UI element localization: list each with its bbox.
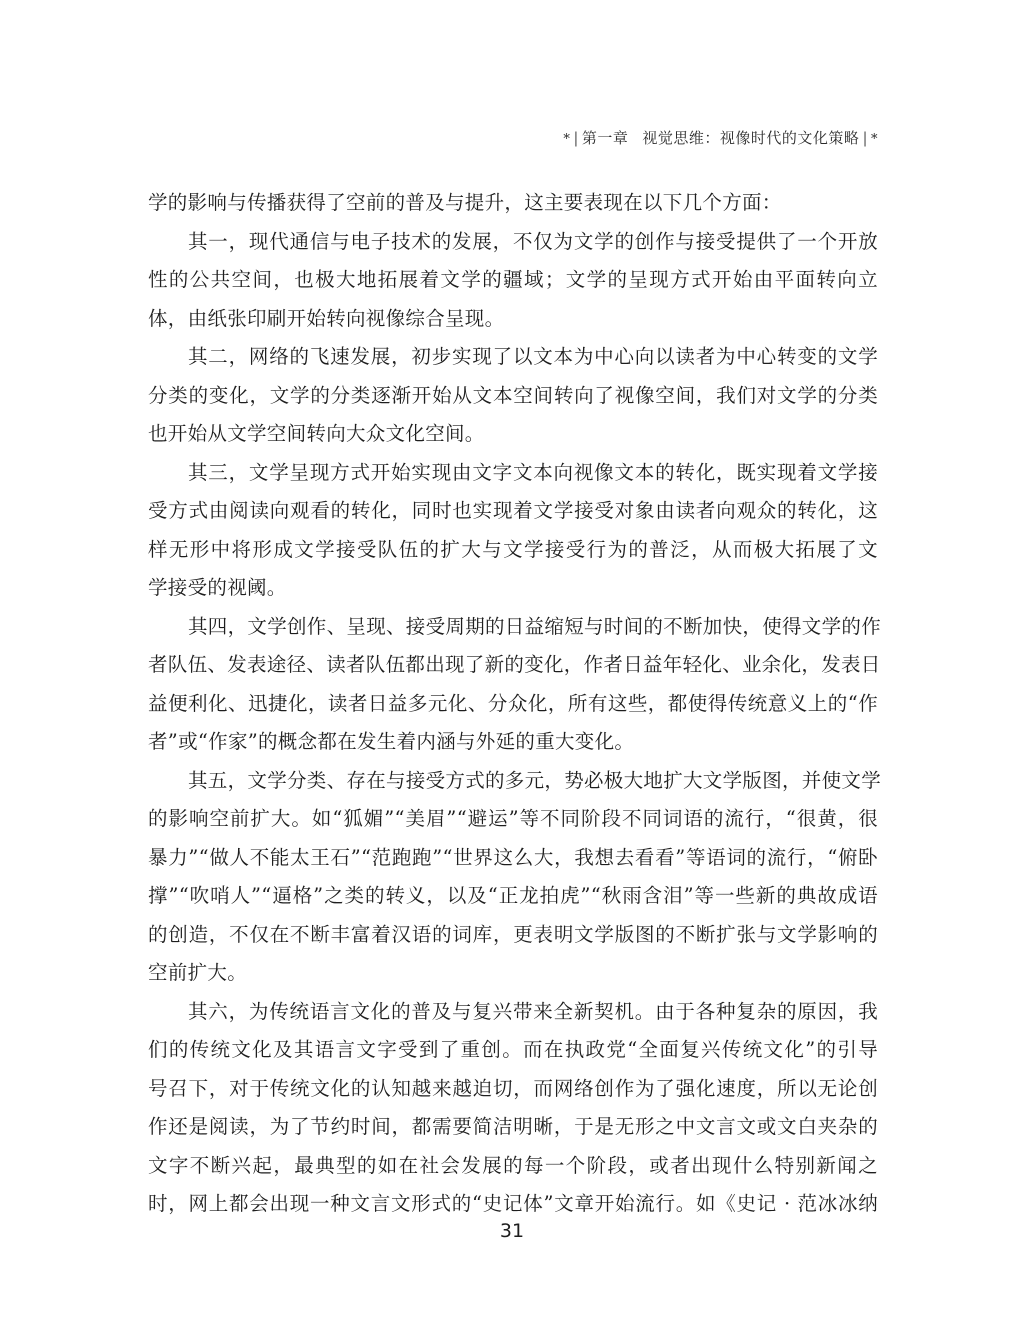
text-line: 文字不断兴起，最典型的如在社会发展的每一个阶段，或者出现什么特别新闻之 (148, 1153, 878, 1177)
text-line: 的创造，不仅在不断丰富着汉语的词库，更表明文学版图的不断扩张与文学影响的 (148, 922, 878, 946)
text-line: 受方式由阅读向观看的转化，同时也实现着文学接受对象由读者向观众的转化，这 (148, 499, 878, 522)
text-line: 其四，文学创作、呈现、接受周期的日益缩短与时间的不断加快，使得文学的作 (188, 614, 882, 638)
header-star-right: * (871, 132, 878, 147)
text-line: 者队伍、发表途径、读者队伍都出现了新的变化，作者日益年轻化、业余化，发表日 (148, 653, 881, 676)
text-line: 性的公共空间，也极大地拓展着文学的疆域；文学的呈现方式开始由平面转向立 (148, 268, 878, 291)
text-line: 其一，现代通信与电子技术的发展，不仅为文学的创作与接受提供了一个开放 (188, 229, 878, 253)
text-line: 空前扩大。 (148, 961, 248, 984)
text-line: 其二，网络的飞速发展，初步实现了以文本为中心向以读者为中心转变的文学 (188, 345, 878, 368)
text-line: 号召下，对于传统文化的认知越来越迫切，而网络创作为了强化速度，所以无论创 (148, 1076, 878, 1100)
text-line: 其五，文学分类、存在与接受方式的多元，势必极大地扩大文学版图，并使文学 (188, 768, 882, 792)
text-line: 作还是阅读，为了节约时间，都需要简洁明晰，于是无形之中文言文或文白夹杂的 (148, 1115, 878, 1138)
page-number: 31 (499, 1220, 525, 1242)
text-line: 分类的变化，文学的分类逐渐开始从文本空间转向了视像空间，我们对文学的分类 (148, 383, 878, 407)
text-line: 也开始从文学空间转向大众文化空间。 (148, 422, 485, 445)
text-line: 益便利化、迅捷化，读者日益多元化、分众化，所有这些，都使得传统意义上的“作 (148, 691, 878, 715)
text-line: 样无形中将形成文学接受队伍的扩大与文学接受行为的普泛，从而极大拓展了文 (148, 537, 878, 561)
text-line: 学的影响与传播获得了空前的普及与提升，这主要表现在以下几个方面： (148, 191, 782, 214)
text-line: 者”或“作家”的概念都在发生着内涵与外延的重大变化。 (148, 730, 635, 753)
body-text (148, 184, 882, 1224)
text-line: 学接受的视阈。 (148, 576, 287, 599)
header-chapter-title: 视觉思维：视像时代的文化策略 (642, 129, 860, 147)
header-divider-left: | (573, 129, 579, 147)
text-line: 体，由纸张印刷开始转向视像综合呈现。 (148, 306, 505, 330)
text-line: 撑”“吹哨人”“逼格”之类的转义，以及“正龙拍虎”“秋雨含泪”等一些新的典故成语 (148, 884, 878, 907)
text-line: 们的传统文化及其语言文字受到了重创。而在执政党“全面复兴传统文化”的引导 (148, 1038, 878, 1061)
text-line: 其三，文学呈现方式开始实现由文字文本向视像文本的转化，既实现着文学接 (188, 460, 878, 484)
text-line: 时，网上都会出现一种文言文形式的“史记体”文章开始流行。如《史记 · 范冰冰纳 (148, 1192, 878, 1215)
text-line: 暴力”“做人不能太王石”“范跑跑”“世界这么大，我想去看看”等语词的流行，“俯卧 (148, 845, 878, 869)
header-chapter-number: 第一章 (581, 129, 629, 147)
header-divider-right: | (862, 129, 868, 147)
text-line: 的影响空前扩大。如“狐媚”“美眉”“避运”等不同阶段不同词语的流行，“很黄，很 (148, 807, 878, 830)
text-line: 其六，为传统语言文化的普及与复兴带来全新契机。由于各种复杂的原因，我 (188, 999, 878, 1023)
running-header (563, 127, 878, 148)
header-star-left: * (563, 132, 571, 147)
